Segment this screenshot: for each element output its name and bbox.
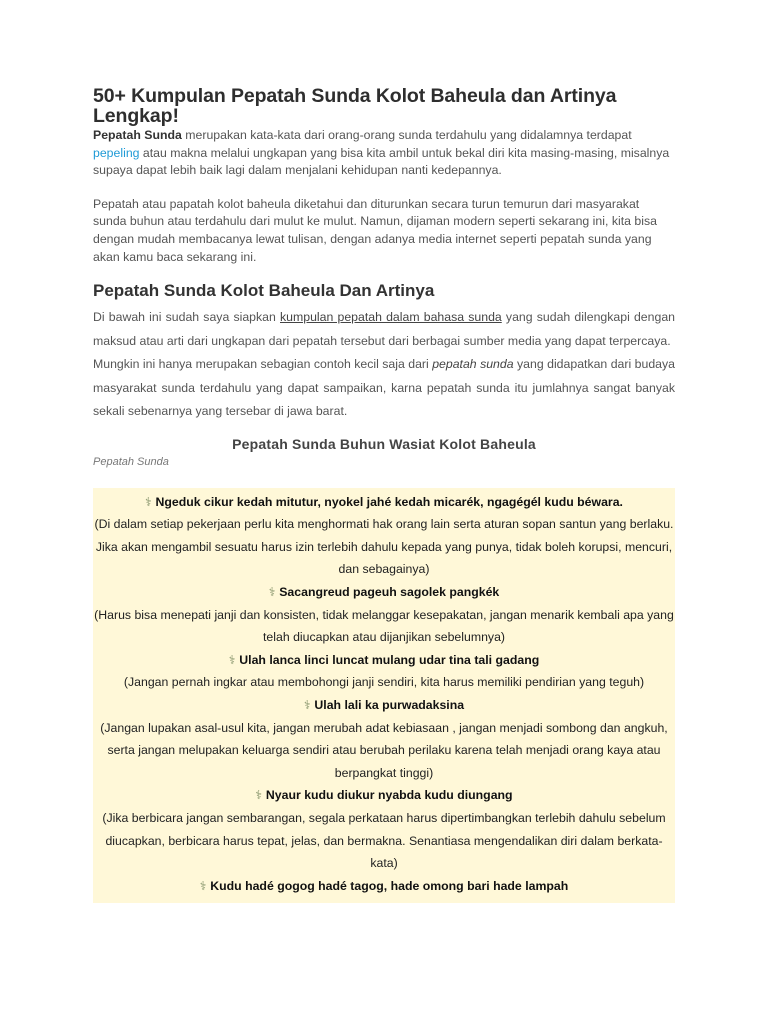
kumpulan-pepatah-link[interactable]: kumpulan pepatah dalam bahasa sunda xyxy=(280,310,502,325)
para4-text-1: Mungkin ini hanya merupakan sebagian contoh kecil saja dari xyxy=(93,357,433,372)
section-heading: Pepatah Sunda Kolot Baheula Dan Artinya xyxy=(93,281,435,301)
saying-meaning: (Jangan pernah ingkar atau membohongi janji sendiri, kita harus memiliki pendirian yang teguh) xyxy=(123,675,645,690)
sayings-box xyxy=(93,488,675,904)
saying-line xyxy=(93,581,675,604)
intro-text-1: merupakan kata-kata dari orang-orang sunda terdahulu yang didalamnya terdapat xyxy=(181,128,632,142)
image-caption: Pepatah Sunda xyxy=(93,455,169,468)
saying-meaning: (Harus bisa menepati janji dan konsisten, tidak melanggar kesepakatan, jangan menarik kembali apa yang telah diucapkan atau dijanjikan sebelumnya) xyxy=(94,607,674,645)
saying-text: Ngeduk cikur kedah mitutur, nyokel jahé kedah micarék, ngagégél kudu béwara. xyxy=(155,494,623,509)
intro-text-2: atau makna melalui ungkapan yang bisa kita ambil untuk bekal diri kita masing-masing, misalnya supaya dapat lebih baik lagi dalam menjalani kehidupan nanti kedepannya. xyxy=(93,145,670,178)
saying-meaning: (Jika berbicara jangan sembarangan, segala perkataan harus dipertimbangkan terlebih dahulu sebelum diucapkan, berbicara harus tepat, jelas, dan bermakna. Senantiasa mengendalikan diri dalam berkata-kata) xyxy=(102,810,666,871)
saying-line xyxy=(93,694,675,717)
saying-text: Sacangreud pageuh sagolek pangkék xyxy=(279,585,500,600)
second-paragraph: Pepatah atau papatah kolot baheula diketahui dan diturunkan secara turun temurun dari masyarakat sunda buhun atau terdahulu dari mulut ke mulut. Namun, dijaman modern seperti sekarang ini, kita bisa dengan mudah membacanya lewat tulisan, dengan adanya media internet seperti pepatah sunda yang akan kamu baca sekarang ini. xyxy=(93,196,657,264)
saying-text: Ulah lanca linci luncat mulang udar tina tali gadang xyxy=(239,652,540,667)
para3-text-2: yang sudah dilengkapi dengan maksud atau arti dari ungkapan dari pepatah tersebut dari berbagai sumber media yang dapat terpercaya. xyxy=(93,310,675,348)
saying-text: Ulah lali ka purwadaksina xyxy=(314,698,465,712)
leaf-icon: ⚕ xyxy=(255,788,262,803)
pepeling-link[interactable]: pepeling xyxy=(93,145,140,160)
saying-text: Nyaur kudu diukur nyabda kudu diungang xyxy=(265,788,513,803)
article-title: 50+ Kumpulan Pepatah Sunda Kolot Baheula dan Artinya Lengkap! xyxy=(93,85,617,127)
leaf-icon: ⚕ xyxy=(303,698,311,712)
saying-line xyxy=(93,649,675,672)
third-paragraph xyxy=(93,306,675,353)
para4-italic: pepatah sunda xyxy=(432,357,514,372)
leaf-icon: ⚕ xyxy=(199,878,207,893)
leaf-icon: ⚕ xyxy=(145,494,152,509)
saying-line xyxy=(93,491,675,514)
para4-text-2: yang didapatkan dari budaya masyarakat sunda terdahulu yang dapat sampaikan, karna pepatah sunda itu jumlahnya sangat banyak sekali sebenarnya yang tersebar di jawa barat. xyxy=(93,357,675,419)
article xyxy=(93,86,675,903)
saying-line xyxy=(93,784,675,807)
saying-text: Kudu hadé gogog hadé tagog, hade omong bari hade lampah xyxy=(210,878,569,893)
fourth-paragraph xyxy=(93,353,675,424)
intro-bold-term: Pepatah Sunda xyxy=(93,128,182,142)
saying-line xyxy=(93,875,675,898)
leaf-icon: ⚕ xyxy=(228,652,236,667)
saying-meaning: (Jangan lupakan asal-usul kita, jangan merubah adat kebiasaan , jangan menjadi sombong dan angkuh, serta jangan melupakan keluarga sendiri atau berubah perilaku karena telah menjadi orang kaya atau berpangkat tinggi) xyxy=(100,720,668,780)
saying-meaning: (Di dalam setiap pekerjaan perlu kita menghormati hak orang lain serta aturan sopan santun yang berlaku. Jika akan mengambil sesuatu harus izin terlebih dahulu kepada yang punya, tidak boleh korupsi, mencuri, dan sebagainya) xyxy=(94,517,674,577)
leaf-icon: ⚕ xyxy=(268,585,276,600)
intro-paragraph xyxy=(93,127,675,180)
para3-text-1: Di bawah ini sudah saya siapkan xyxy=(93,310,280,325)
subheading: Pepatah Sunda Buhun Wasiat Kolot Baheula xyxy=(232,435,536,452)
